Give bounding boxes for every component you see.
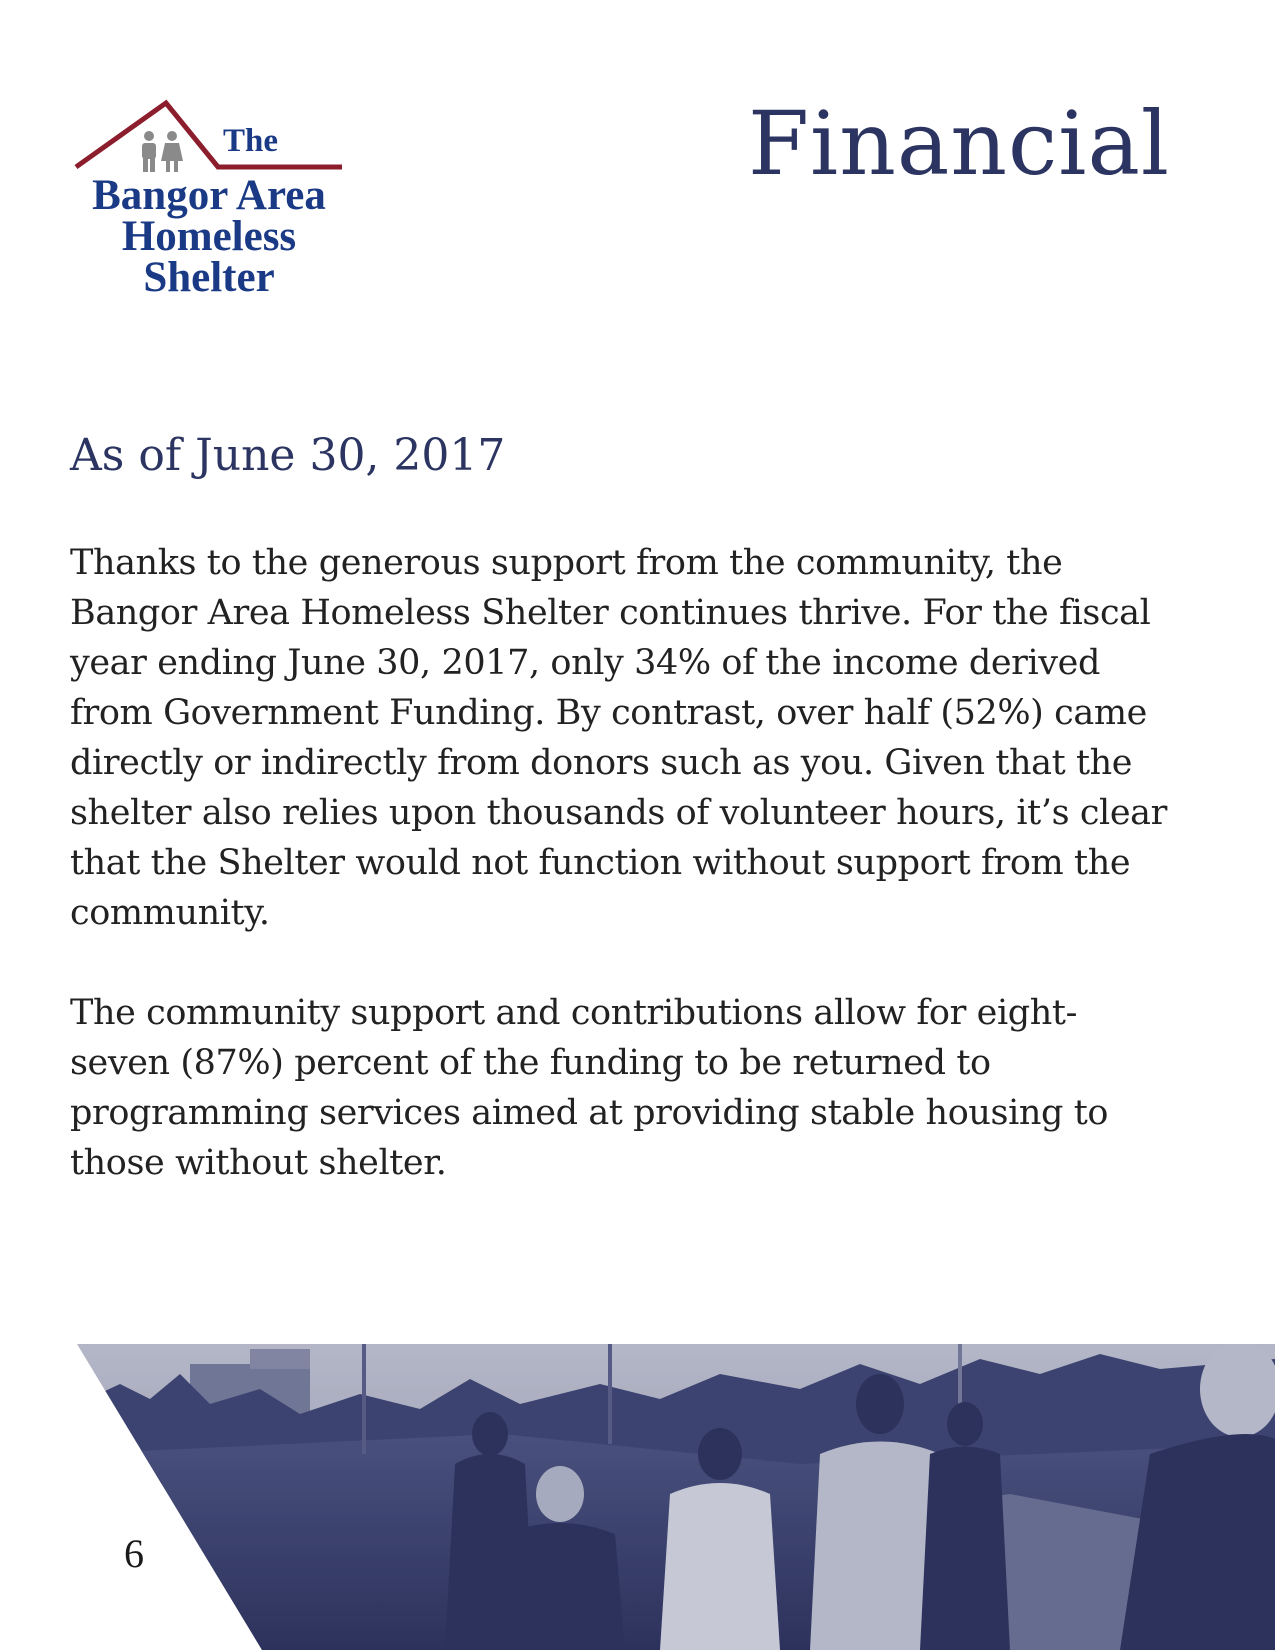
people-icon (142, 131, 183, 172)
logo-name (74, 172, 344, 301)
text-line: Thanks to the generous support from the community, the (70, 543, 1063, 583)
logo-the: The (223, 123, 279, 159)
logo-name-line: Bangor Area (92, 172, 326, 219)
logo-name-line: Shelter (143, 254, 275, 301)
text-line: programming services aimed at providing stable housing to (70, 1093, 1109, 1133)
text-line: that the Shelter would not function without support from the (70, 843, 1131, 883)
text-line: shelter also relies upon thousands of volunteer hours, it’s clear (70, 793, 1167, 833)
text-line: The community support and contributions allow for eight- (70, 993, 1078, 1033)
paragraph-funding-allocation (70, 988, 1210, 1188)
section-date-heading: As of June 30, 2017 (70, 430, 506, 481)
organization-logo (70, 95, 350, 315)
text-line: those without shelter. (70, 1143, 447, 1183)
page-title: Financial (748, 92, 1171, 195)
text-line: seven (87%) percent of the funding to be returned to (70, 1043, 991, 1083)
text-line: Bangor Area Homeless Shelter continues thrive. For the fiscal (70, 593, 1151, 633)
text-line: community. (70, 893, 270, 933)
page-number: 6 (124, 1531, 144, 1576)
text-line: directly or indirectly from donors such as you. Given that the (70, 743, 1133, 783)
text-line: year ending June 30, 2017, only 34% of the income derived (70, 643, 1100, 683)
paragraph-income-sources (70, 538, 1210, 938)
text-line: from Government Funding. By contrast, over half (52%) came (70, 693, 1147, 733)
community-walk-photo (0, 1344, 1275, 1650)
logo-name-line: Homeless (121, 213, 297, 260)
